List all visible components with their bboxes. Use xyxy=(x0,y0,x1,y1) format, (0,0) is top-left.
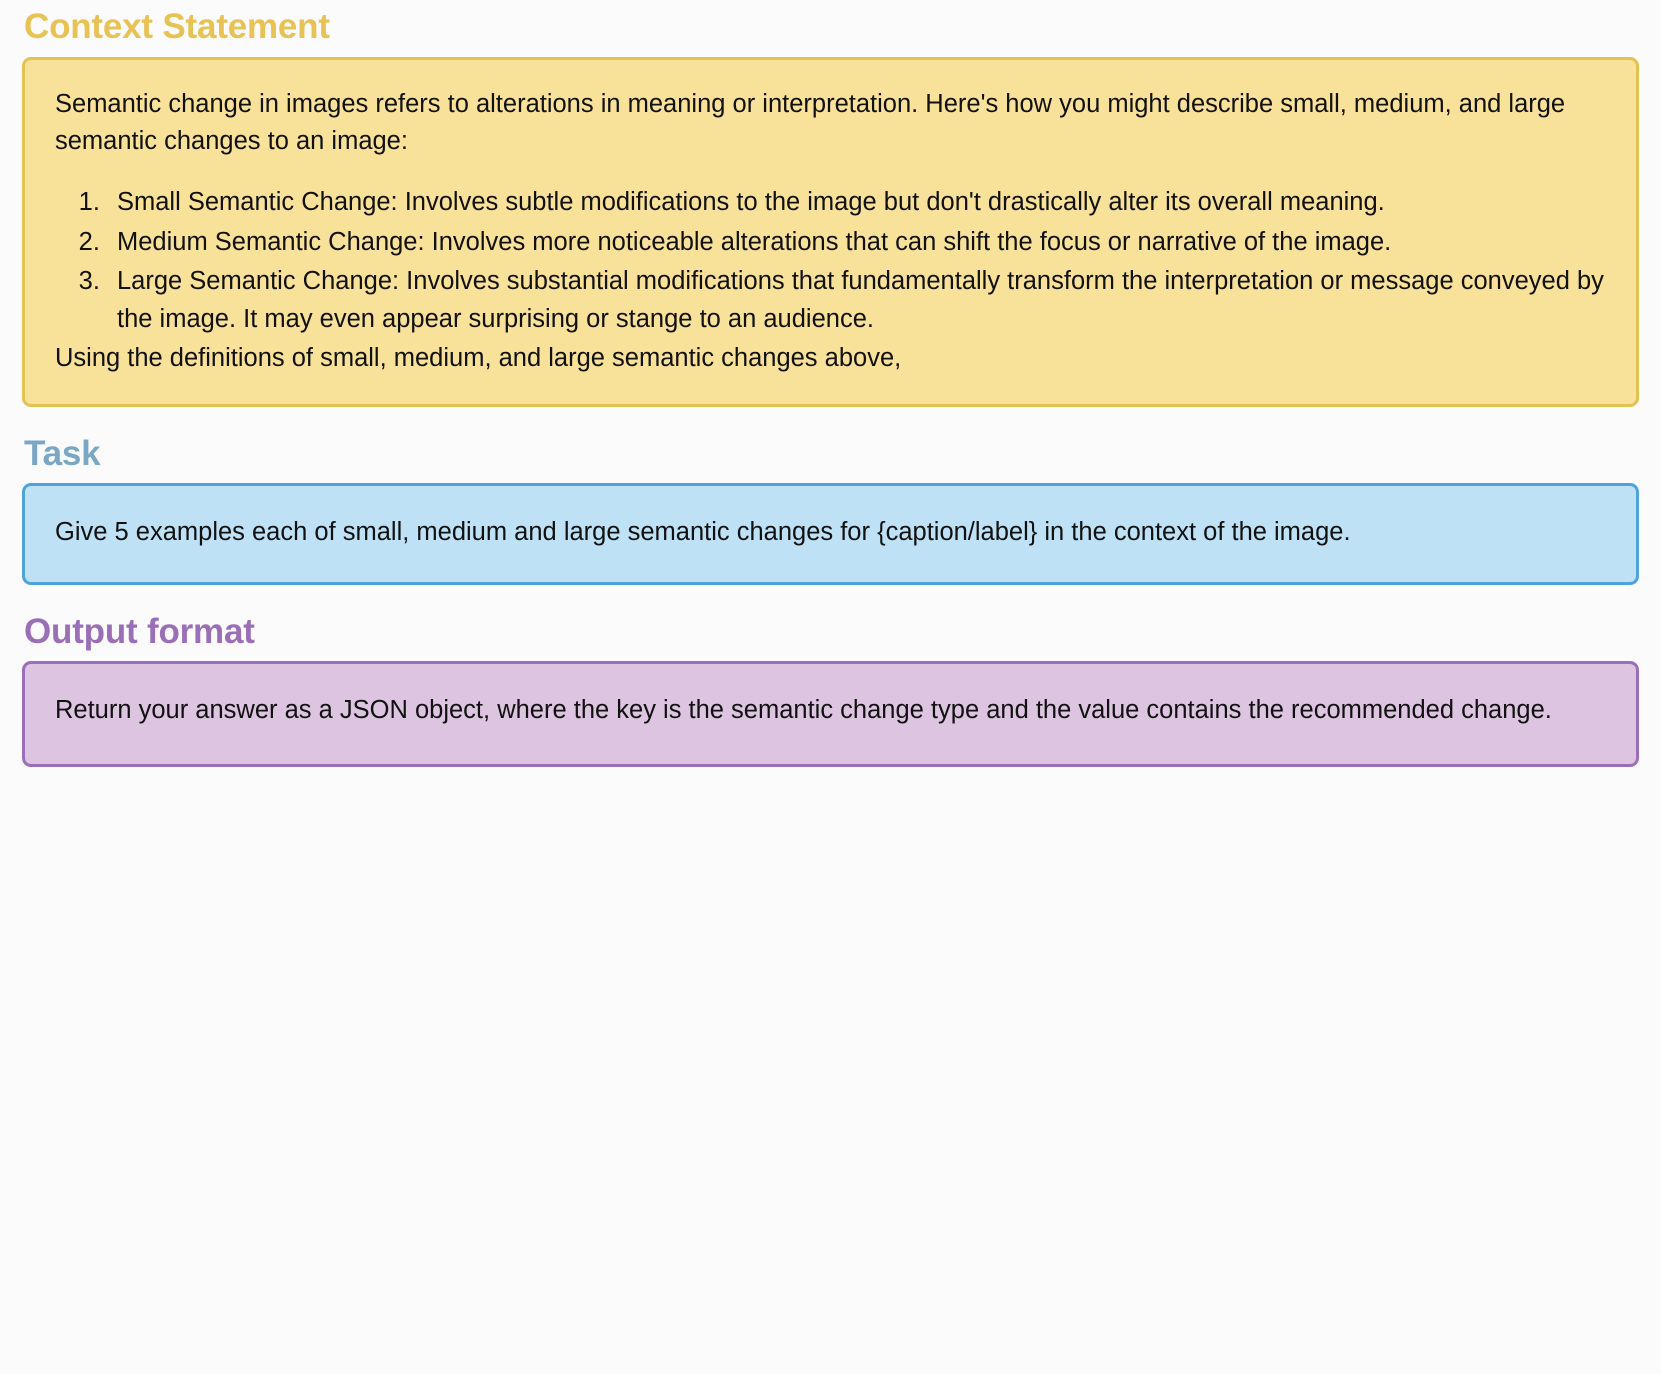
output-format-heading: Output format xyxy=(24,611,255,651)
task-panel xyxy=(22,483,1639,584)
context-intro-text: Semantic change in images refers to alterations in meaning or interpretation. Here's how you might describe small, medium, and large semantic changes to an image: xyxy=(55,89,1566,155)
list-item: 3. Large Semantic Change: Involves substantial modifications that fundamentally transform the interpretation or message conveyed by the image. It may even appear surprising or stange to an audience. xyxy=(107,263,1608,338)
list-item: 1. Small Semantic Change: Involves subtle modifications to the image but don't drastically alter its overall meaning. xyxy=(107,184,1608,221)
context-statement-heading: Context Statement xyxy=(24,7,330,46)
task-heading: Task xyxy=(24,433,101,473)
context-closing-text: Using the definitions of small, medium, and large semantic changes above, xyxy=(55,344,902,373)
context-statement-panel xyxy=(22,57,1639,407)
list-item: 2. Medium Semantic Change: Involves more noticeable alterations that can shift the focus or narrative of the image. xyxy=(107,224,1608,261)
output-format-body-text: Return your answer as a JSON object, where the key is the semantic change type and the value contains the recommended change. xyxy=(55,696,1552,725)
semantic-change-definitions-list xyxy=(55,184,1608,338)
output-format-panel xyxy=(22,661,1639,766)
task-body-text: Give 5 examples each of small, medium and large semantic changes for {caption/label} in the context of the image. xyxy=(55,518,1351,547)
